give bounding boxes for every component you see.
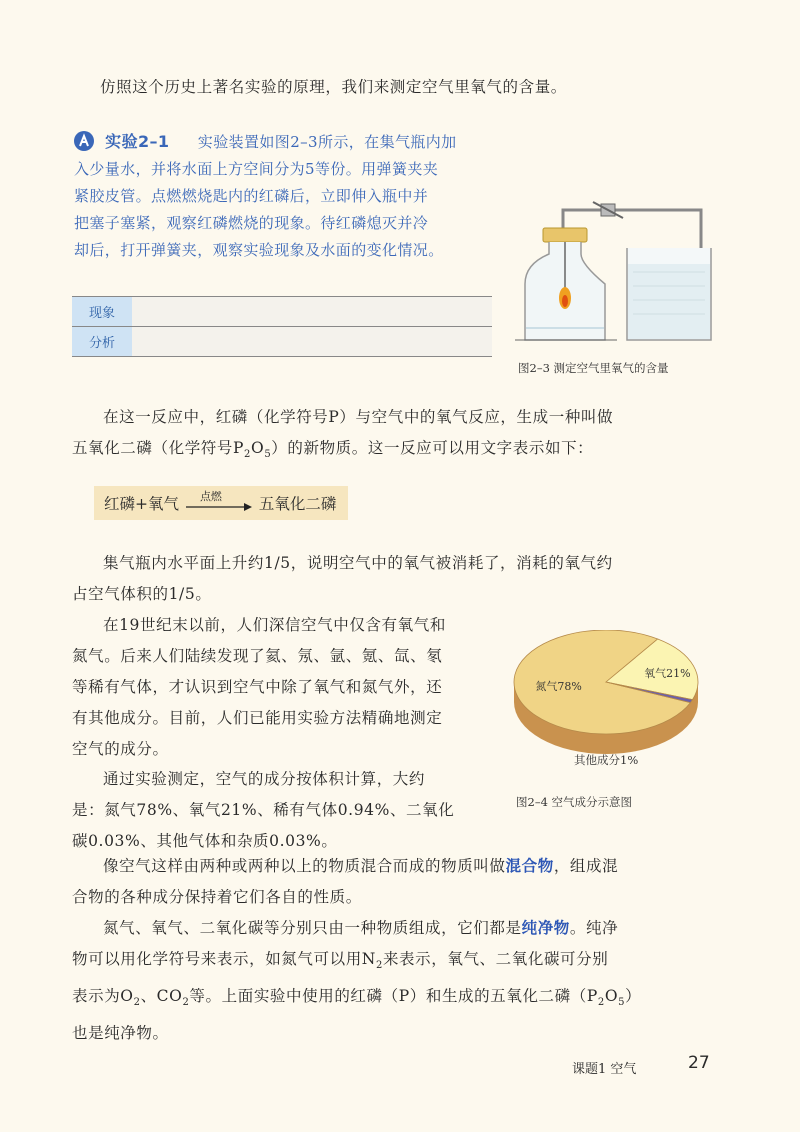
observation-table [72,296,492,357]
experiment-line-1: 实验装置如图2–3所示，在集气瓶内加 [197,133,457,151]
experiment-block [74,128,494,264]
reaction-arrow [184,490,254,514]
row-value-phenomenon[interactable] [132,297,492,327]
apparatus-figure [515,190,715,350]
experiment-line-5: 却后，打开弹簧夹，观察实验现象及水面的变化情况。 [74,241,444,259]
reaction-line-2: 五氧化二磷（化学符号$P_2O_5$）的新物质。这一反应可以用文字表示如下： [72,439,594,461]
reaction-line-1: 在这一反应中，红磷（化学符号P）与空气中的氧气反应，生成一种叫做 [103,408,614,426]
reaction-paragraph [72,402,722,470]
term-pure-substance: 纯净物 [521,918,570,937]
figure-2-3-caption: 图2–3 测定空气里氧气的含量 [518,361,669,375]
paragraph-b: 集气瓶内水平面上升约1/5，说明空气中的氧气被消耗了，消耗的氧气约 占空气体积的1/5。 [72,554,613,603]
experiment-line-2: 入少量水，并将水面上方空间分为5等份。用弹簧夹夹 [74,160,439,178]
experiment-title: 实验2–1 [105,132,170,151]
table-row [72,327,492,357]
pie-label-oxygen: 氧气21% [644,667,691,681]
equation-products: 五氧化二磷 [258,495,337,513]
pie-label-other: 其他成分1% [574,753,639,767]
row-label-phenomenon: 现象 [72,297,132,327]
footer-section-title: 课题1 空气 [572,1062,637,1077]
equation-condition: 点燃 [199,490,222,503]
figure-2-4-caption: 图2–4 空气成分示意图 [516,795,633,809]
experiment-icon [74,131,94,151]
intro-line: 仿照这个历史上著名实验的原理，我们来测定空气里氧气的含量。 [100,78,567,96]
page-number: 27 [688,1053,710,1073]
experiment-line-3: 紧胶皮管。点燃燃烧匙内的红磷后，立即伸入瓶中并 [74,187,429,205]
table-row [72,297,492,327]
word-equation [94,486,348,520]
row-label-analysis: 分析 [72,327,132,357]
paragraph-mixture: 像空气这样由两种或两种以上的物质混合而成的物质叫做混合物，组成混 合物的各种成分保持着它们各自的性质。 [72,856,619,906]
paragraph-c: 在19世纪末以前，人们深信空气中仅含有氧气和 氮气。后来人们陆续发现了氦、氖、氩、氪、氙、氡 等稀有气体，才认识到空气中除了氧气和氮气外，还 有其他成分。目前，人们已能用实验方法精确地测定 空气的成分。 [72,616,446,758]
equation-reactants: 红磷+氧气 [104,495,179,513]
experiment-line-4: 把塞子塞紧，观察红磷燃烧的现象。待红磷熄灭并冷 [74,214,429,232]
row-value-analysis[interactable] [132,327,492,357]
paragraph-d: 通过实验测定，空气的成分按体积计算，大约 是：氮气78%、氧气21%、稀有气体0.94%、二氧化 碳0.03%、其他气体和杂质0.03%。 [72,770,455,850]
paragraph-pure-substance: 氮气、氧气、二氧化碳等分别只由一种物质组成，它们都是纯净物。纯净 物可以用化学符号来表示，如氮气可以用$N_2$来表示，氧气、二氧化碳可分别 表示为$O_2$、$CO_2$等。上面实验中使用的红磷（P）和生成的五氧化二磷$(P_2O_5)$ 也是纯净物。 [72,918,642,1043]
term-mixture: 混合物 [505,856,554,875]
pie-label-nitrogen: 氮气78% [535,679,582,693]
